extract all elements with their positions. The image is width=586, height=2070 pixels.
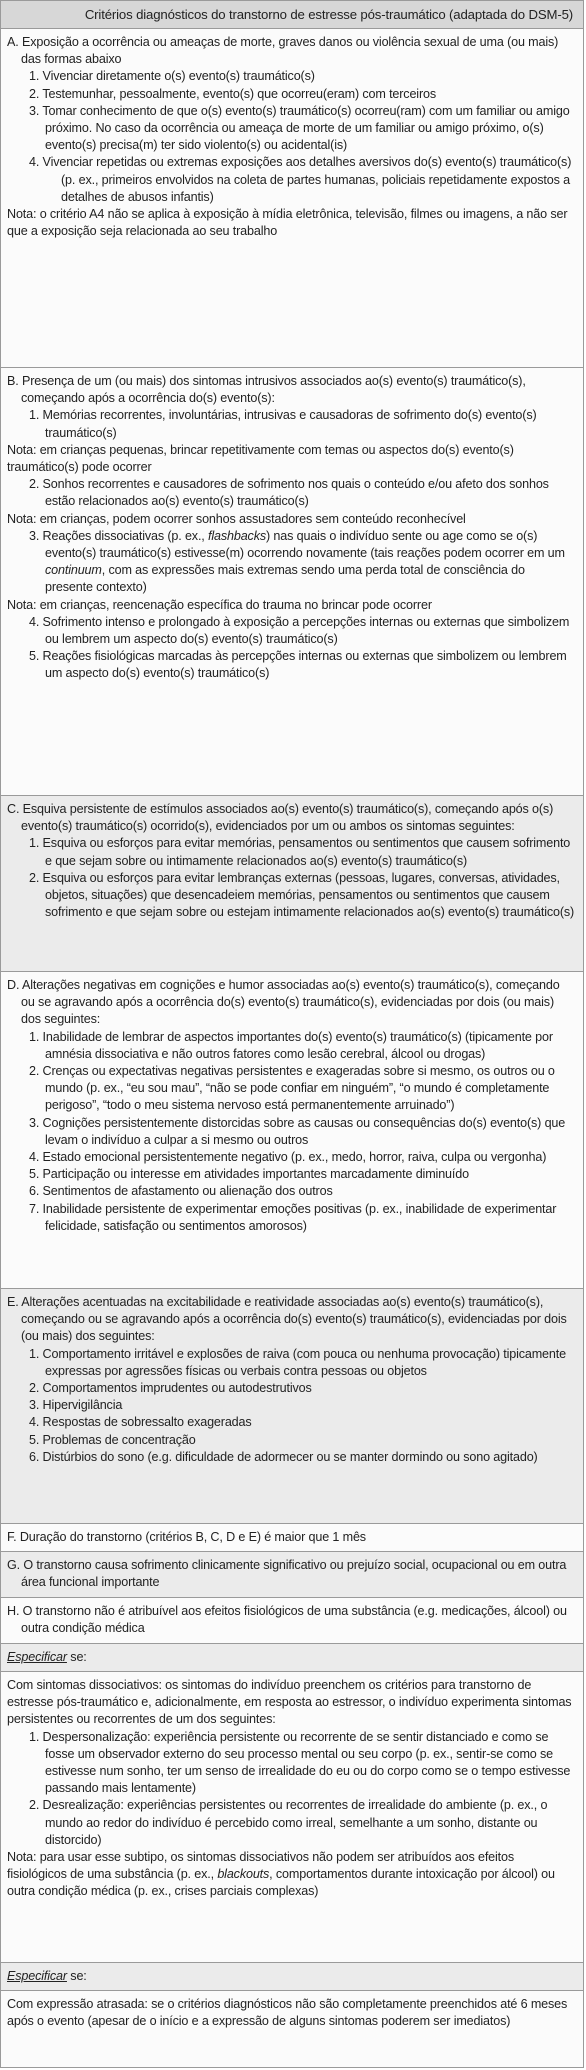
criterion-e-item-1: 1. Comportamento irritável e explosões de raiva (com pouca ou nenhuma provocação) tipicamente expressas por agressões físicas ou verbais contra pessoas ou objetos (29, 1346, 566, 1378)
criterion-b-heading: B. Presença de um (ou mais) dos sintomas intrusivos associados ao(s) evento(s) traumático(s), começando após a ocorrência do(s) evento(s): (7, 374, 526, 406)
criterion-e-heading: E. Alterações acentuadas na excitabilidade e reatividade associadas ao(s) evento(s) traumático(s), começando ou se agravando após a ocorrência do(s) evento(s) traumático(s), evidenciadas por dois (ou mais) dos seguintes: (7, 1295, 567, 1344)
criterion-d-item-5: 5. Participação ou interesse em atividades importantes marcadamente diminuído (29, 1167, 469, 1182)
criterion-b-note-1: Nota: em crianças pequenas, brincar repetitivamente com temas ou aspectos do(s) evento(s) traumático(s) pode ocorrer (7, 442, 514, 475)
criterion-b-item-3-part-b: ) nas quais o indivíduo sente ou age como se o(s) evento(s) traumático(s) estivesse(m) ocorrendo novamente (tais reações podem ocorrer em um (45, 528, 565, 561)
criterion-b-item-3 (7, 528, 575, 597)
criterion-b-item-3-part-a: 3. Reações dissociativas (p. ex., (29, 528, 208, 543)
criterion-g-text: G. O transtorno causa sofrimento clinicamente significativo ou prejuízo social, ocupacional ou em outra área funcional importante (7, 1558, 567, 1590)
specify-header-2 (1, 1963, 583, 1991)
blackouts-term: blackouts (217, 1867, 270, 1882)
table-title: Critérios diagnósticos do transtorno de estresse pós-traumático (adaptada do DSM-5) (1, 1, 583, 29)
delayed-expression-text: Com expressão atrasada: se o critérios diagnósticos não são completamente preenchidos até 6 meses após o evento (apesar de o início e a expressão de alguns sintomas poderem ser imediatos) (7, 1997, 568, 2029)
criterion-c-item-2: 2. Esquiva ou esforços para evitar lembranças externas (pessoas, lugares, conversas, atividades, objetos, situações) que desencadeiem memórias, pensamentos ou sentimentos que causem sofrimento e que sejam sobre ou estejam intimamente relacionados ao(s) evento(s) traumático(s) (29, 870, 575, 920)
criterion-c (1, 796, 583, 972)
criterion-b-item-1: 1. Memórias recorrentes, involuntárias, intrusivas e causadoras de sofrimento do(s) evento(s) traumático(s) (29, 408, 537, 440)
criterion-a-item-4: 4. Vivenciar repetidas ou extremas exposições aos detalhes aversivos do(s) evento(s) traumático(s) (29, 155, 572, 170)
dissociative-note-part-b: , comportamentos durante intoxicação por álcool) ou outra condição médica (p. ex., crises parciais complexas) (7, 1867, 555, 1899)
criterion-d-item-3: 3. Cognições persistentemente distorcidas sobre as causas ou consequências do(s) evento(s) que levam o indivíduo a culpar a si mesmo ou outros (29, 1115, 566, 1147)
dissociative-note (7, 1849, 575, 1901)
criterion-a-item-2: 2. Testemunhar, pessoalmente, evento(s) que ocorreu(eram) com terceiros (29, 86, 437, 101)
criterion-a (1, 29, 583, 368)
criterion-c-heading: C. Esquiva persistente de estímulos associados ao(s) evento(s) traumático(s), começando após o(s) evento(s) traumático(s) ocorrido(s), evidenciados por um ou ambos os sintomas seguintes: (7, 802, 554, 834)
criterion-c-item-1: 1. Esquiva ou esforços para evitar memórias, pensamentos ou sentimentos que causem sofrimento e que sejam sobre ou intimamente relacionados ao(s) evento(s) traumático(s) (29, 836, 571, 868)
dissociative-note-part-a: Nota: para usar esse subtipo, os sintomas dissociativos não podem ser atribuídos aos efeitos fisiológicos de uma substância (p. ex., (7, 1850, 515, 1882)
criterion-f-text: F. Duração do transtorno (critérios B, C, D e E) é maior que 1 mês (7, 1530, 366, 1544)
criterion-a-item-3: 3. Tomar conhecimento de que o(s) evento(s) traumático(s) ocorreu(ram) com um familiar ou amigo próximo. No caso da ocorrência ou ameaça de morte de um familiar ou amigo próximo, o(s) evento(s) precisa(m) ter sido violento(s) ou acidental(is) (29, 103, 570, 153)
specify-header-1 (1, 1644, 583, 1672)
specify-label-2: Especificar (7, 1969, 67, 1983)
specify-colon-1: se: (66, 1650, 87, 1664)
criterion-b-note-2: Nota: em crianças, podem ocorrer sonhos assustadores sem conteúdo reconhecível (7, 511, 466, 526)
criterion-b-item-5: 5. Reações fisiológicas marcadas às percepções internas ou externas que simbolizem ou lembrem um aspecto do(s) evento(s) traumático(s) (29, 649, 567, 681)
criterion-d-item-4: 4. Estado emocional persistentemente negativo (p. ex., medo, horror, raiva, culpa ou vergonha) (29, 1150, 547, 1165)
criterion-e-item-3: 3. Hipervigilância (29, 1398, 123, 1413)
criterion-b-item-3-part-c: , com as expressões mais extremas sendo uma perda total de consciência do presente contexto) (45, 563, 525, 595)
continuum-term: continuum (45, 563, 102, 578)
criterion-h-text: H. O transtorno não é atribuível aos efeitos fisiológicos de uma substância (e.g. medicações, álcool) ou outra condição médica (7, 1604, 567, 1636)
criterion-f (1, 1524, 583, 1552)
criterion-e-item-4: 4. Respostas de sobressalto exageradas (29, 1415, 252, 1430)
criterion-d (1, 972, 583, 1289)
specify-label-1: Especificar (7, 1650, 67, 1664)
criterion-g (1, 1552, 583, 1598)
criterion-e-item-6: 6. Distúrbios do sono (e.g. dificuldade de adormecer ou se manter dormindo ou sono agitado) (29, 1449, 538, 1464)
criterion-a-item-1: 1. Vivenciar diretamente o(s) evento(s) traumático(s) (29, 69, 315, 84)
criterion-d-item-2: 2. Crenças ou expectativas negativas persistentes e exageradas sobre si mesmo, os outros ou o mundo (p. ex., “eu sou mau”, “não se pode confiar em ninguém”, “o mundo é completamente perigoso”, “todo o meu sistema nervoso está permanentemente arruinado”) (29, 1064, 555, 1113)
criterion-a-item-4-example: (p. ex., primeiros envolvidos na coleta de partes humanas, policiais repetidamente expostos a detalhes de abusos infantis) (61, 172, 570, 204)
criterion-e (1, 1289, 583, 1524)
dissociative-intro: Com sintomas dissociativos: os sintomas do indivíduo preenchem os critérios para transtorno de estresse pós-traumático e, adicionalmente, em resposta ao estressor, o indivíduo experimenta sintomas persistentes ou recorrentes de um dos seguintes: (7, 1678, 572, 1727)
depersonalization-item: 1. Despersonalização: experiência persistente ou recorrente de se sentir distanciado e como se fosse um observador externo do seu processo mental ou seu corpo (p. ex., sentir-se como se estivesse num sonho, ter um senso de irrealidade do eu ou do corpo como se o tempo estivesse passando mais lentamente) (29, 1729, 571, 1796)
flashbacks-term: flashbacks (208, 528, 267, 543)
criterion-b-item-4: 4. Sofrimento intenso e prolongado à exposição a percepções internas ou externas que simbolizem ou lembrem um aspecto do(s) evento(s) traumático(s) (29, 614, 570, 647)
criterion-a-heading: A. Exposição a ocorrência ou ameaças de morte, graves danos ou violência sexual de uma (ou mais) das formas abaixo (7, 35, 559, 67)
criterion-e-item-5: 5. Problemas de concentração (29, 1432, 196, 1447)
criterion-a-note: Nota: o critério A4 não se aplica à exposição à mídia eletrônica, televisão, filmes ou imagens, a não ser que a exposição seja relacionada ao seu trabalho (7, 207, 568, 239)
criterion-d-heading: D. Alterações negativas em cognições e humor associadas ao(s) evento(s) traumático(s), começando ou se agravando após a ocorrência do(s) evento(s) traumático(s), evidenciadas por dois (ou mais) dos seguintes: (7, 978, 560, 1027)
criterion-b (1, 368, 583, 796)
criterion-d-item-7: 7. Inabilidade persistente de experimentar emoções positivas (p. ex., inabilidade de experimentar felicidade, satisfação ou sentimentos amorosos) (29, 1201, 557, 1233)
criterion-e-item-2: 2. Comportamentos imprudentes ou autodestrutivos (29, 1381, 312, 1396)
criterion-b-item-2: 2. Sonhos recorrentes e causadores de sofrimento nos quais o conteúdo e/ou afeto dos sonhos estão relacionados ao(s) evento(s) traumático(s) (29, 477, 549, 509)
criterion-b-note-3: Nota: em crianças, reencenação específica do trauma no brincar pode ocorrer (7, 597, 432, 612)
dissociative-subtype (1, 1672, 583, 1963)
specify-colon-2: se: (66, 1969, 87, 1983)
derealization-item: 2. Desrealização: experiências persistentes ou recorrentes de irrealidade do ambiente (p. ex., o mundo ao redor do indivíduo é percebido como irreal, semelhante a um sonho, distante ou distorcido) (29, 1798, 548, 1847)
delayed-expression (1, 1991, 583, 2034)
criterion-h (1, 1598, 583, 1644)
criterion-d-item-1: 1. Inabilidade de lembrar de aspectos importantes do(s) evento(s) traumático(s) (tipicamente por amnésia dissociativa e não outros fatores como lesão cerebral, álcool ou drogas) (29, 1029, 553, 1061)
criterion-d-item-6: 6. Sentimentos de afastamento ou alienação dos outros (29, 1184, 333, 1199)
